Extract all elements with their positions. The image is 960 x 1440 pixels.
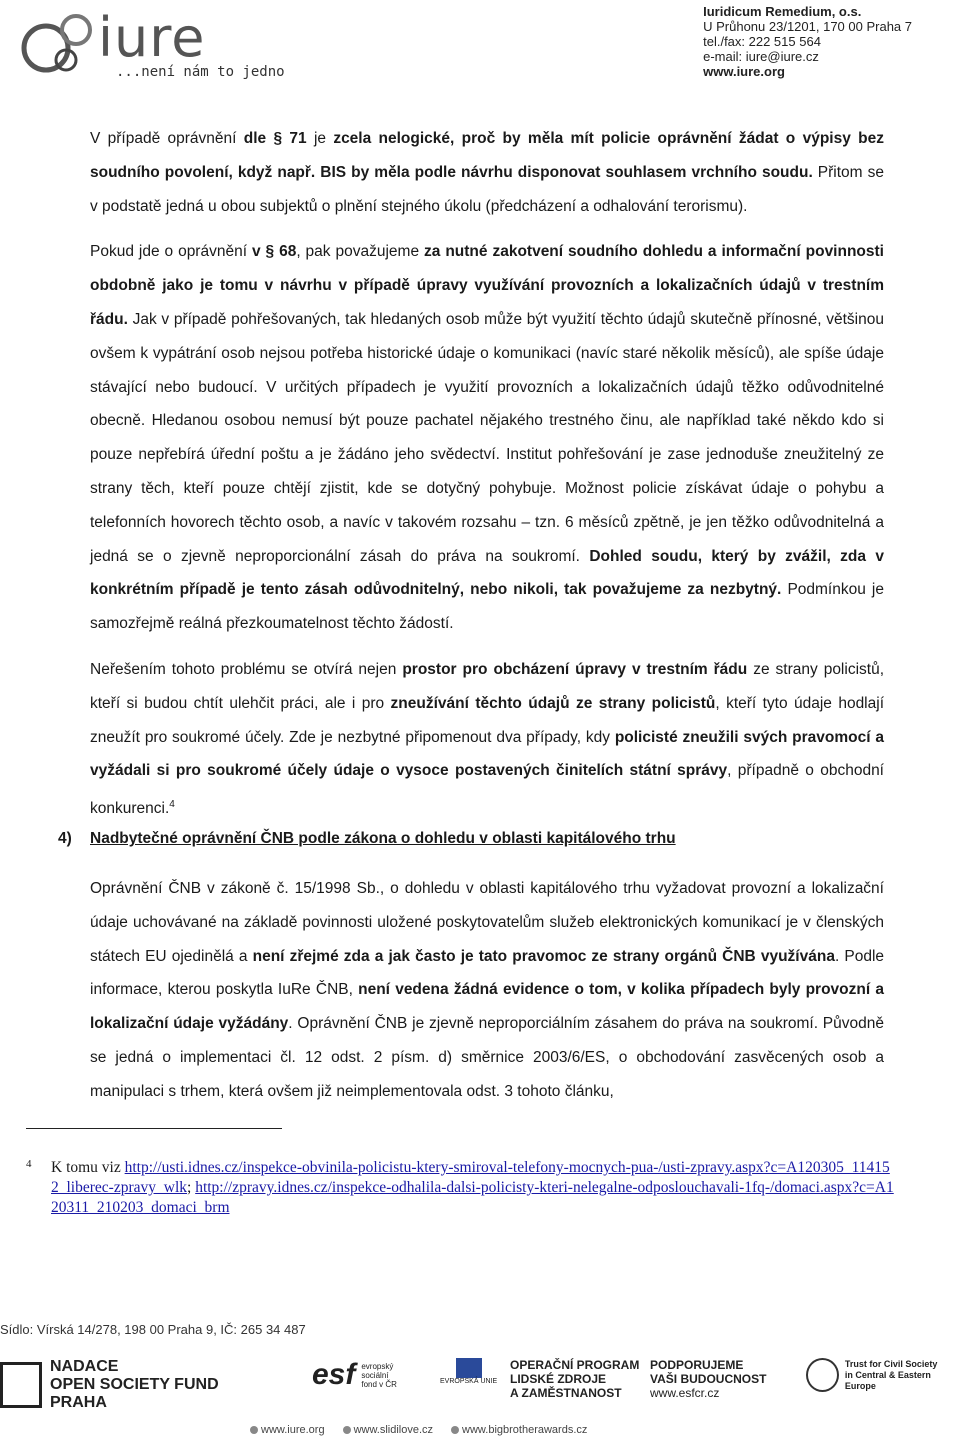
- footnote: [26, 1158, 896, 1218]
- paragraph: [90, 872, 884, 1109]
- footnote-prefix: K tomu viz: [51, 1159, 125, 1176]
- sponsor-logos: [0, 1352, 960, 1424]
- paragraph: [90, 235, 884, 641]
- text-run: Jak v případě pohřešovaných, tak hledaných osob může být využití těchto údajů skutečně přínosné, většinou ovšem k vypátrání osob nejsou potřeba historické údaje o komunikaci (navíc staré několik měsíců), ale spíše údaje stávající nebo budoucí. V určitých případech je využití provozních a lokalizačních údajů těžko odůvodnitelné obecně. Hledanou osobou nemusí být pouze pachatel nějakého trestného činu, ale například také někdo kdo si pouze nepřebírá úřední poštu a je žádáno jeho svědectví. Institut pohřešování je zase jednoduše zneužitelný ze strany těch, kteří pouze chtějí zjistit, kde se dotyčný pohybuje. Možnost policie získávat údaje o pohybu a telefonních hovorech těchto osob, a navíc v takovém rozsahu – tzn. 6 měsíců zpětně, je jen těžko odůvodnitelná a jedná se o zjevně neproporcionální zásah do práva na soukromí.: [90, 310, 884, 565]
- tcs-logo: [806, 1358, 960, 1392]
- section-title: Nadbytečné oprávnění ČNB podle zákona o dohledu v oblasti kapitálového trhu: [90, 830, 676, 847]
- url-bba[interactable]: www.bigbrotherawards.cz: [462, 1424, 588, 1436]
- text-run: Neřešením tohoto problému se otvírá nejen: [90, 660, 403, 678]
- text-run: je: [306, 130, 334, 147]
- op-line-1: OPERAČNÍ PROGRAM: [510, 1358, 640, 1372]
- footnote-ref: 4: [169, 799, 175, 811]
- bold-text: policisté zneužili svých pravomocí a vyžádali si pro soukromé účely údaje o vysoce postavených činitelích státní správy: [90, 728, 884, 780]
- text-run: V případě oprávnění: [90, 130, 244, 147]
- paragraph: [90, 122, 884, 223]
- footnote-divider: [26, 1128, 282, 1129]
- esf-sub-2: sociální: [361, 1370, 389, 1380]
- podp-line-2: VAŠI BUDOUCNOST: [650, 1372, 767, 1386]
- footnote-separator: ;: [187, 1179, 196, 1196]
- eu-label: EVROPSKÁ UNIE: [440, 1378, 498, 1385]
- podp-line-1: PODPORUJEME: [650, 1358, 744, 1372]
- text-run: , kteří tyto údaje hodlají zneužít pro soukromé účely. Zde je nezbytné připomenout dva případy, kdy: [90, 694, 884, 746]
- op-logo: [510, 1358, 639, 1400]
- logo-tagline: ...není nám to jedno: [116, 64, 285, 80]
- page-header: [0, 0, 960, 95]
- bold-text: není zřejmé zda a jak často je tato pravomoc ze strany orgánů ČNB využívána: [252, 947, 835, 965]
- body-text-section-4: [90, 872, 884, 1121]
- url-slidilove[interactable]: www.slidilove.cz: [353, 1424, 434, 1436]
- footnote-text: [51, 1158, 896, 1218]
- text-run: ze strany policistů, kteří si budou chtít ulehčit práci, ale i pro: [90, 660, 884, 712]
- globe-icon: [250, 1426, 258, 1434]
- osf-logo: [0, 1358, 219, 1412]
- text-run: , případně o obchodní konkurenci.: [90, 762, 884, 818]
- text-run: Přitom se v podstatě jedná u obou subjektů o plnění stejného úkolu (předcházení a odhalování terorismu).: [90, 163, 884, 215]
- org-website: www.iure.org: [703, 64, 785, 79]
- bold-text: dle § 71: [243, 130, 307, 147]
- bold-text: za nutné zakotvení soudního dohledu a informační povinnosti obdobně jako je tomu v návrhu v případě úpravy využívání provozních a lokalizačních údajů v trestním řádu.: [90, 243, 884, 328]
- section-number: 4): [58, 830, 72, 847]
- globe-icon: [451, 1426, 459, 1434]
- osf-line-1: NADACE: [50, 1358, 119, 1375]
- esf-sub-1: evropský: [361, 1361, 394, 1371]
- tcs-line-2: in Central & Eastern Europe: [844, 1369, 931, 1391]
- bold-text: zcela nelogické, proč by měla mít policie oprávnění žádat o výpisy bez soudního povolení, když např. BIS by měla podle návrhu disponovat souhlasem vrchního soudu.: [90, 130, 884, 181]
- contact-block: [703, 4, 912, 79]
- org-name: Iuridicum Remedium, o.s.: [703, 4, 862, 19]
- org-address: U Průhonu 23/1201, 170 00 Praha 7: [703, 19, 912, 34]
- logo-name: iure: [98, 6, 206, 69]
- body-text: [90, 122, 884, 838]
- esf-logo: [312, 1358, 431, 1392]
- bold-text: Dohled soudu, který by zvážil, zda v konkrétním případě je tento zásah odůvodnitelný, nebo nikoli, tak považujeme za nezbytný.: [90, 547, 884, 599]
- globe-icon: [343, 1426, 351, 1434]
- footer-urls: [250, 1424, 587, 1436]
- bold-text: není vedena žádná evidence o tom, v kolika případech byly provozní a lokalizační údaje vyžádány: [90, 981, 884, 1033]
- op-line-3: A ZAMĚSTNANOST: [510, 1386, 622, 1400]
- url-iure[interactable]: www.iure.org: [261, 1424, 325, 1436]
- tcs-line-1: Trust for Civil Society: [844, 1358, 938, 1369]
- osf-mark-icon: [0, 1362, 42, 1408]
- bold-text: zneužívání těchto údajů ze strany policistů: [390, 694, 716, 712]
- org-phone: tel./fax: 222 515 564: [703, 34, 821, 49]
- eu-flag-icon: [456, 1358, 482, 1378]
- text-run: . Oprávnění ČNB je zjevně neproporciálním zásahem do práva na soukromí. Původně se jedná o implementaci čl. 12 odst. 2 písm. d) směrnice 2003/6/ES, o obchodování zasvěcených osob a manipulaci s trhem, která ovšem již neimplementovala odst. 3 tohoto článku,: [90, 1015, 884, 1100]
- bold-text: v § 68: [251, 243, 297, 261]
- iure-logo-circles-icon: [18, 8, 98, 80]
- text-run: Oprávnění ČNB v zákoně č. 15/1998 Sb., o dohledu v oblasti kapitálového trhu vyžadovat provozní a lokalizační údaje uchovávané na základě povinnosti uložené poskytovatelům služeb elektronických komunikací je v členských státech EU ojedinělá a: [90, 880, 884, 965]
- tcs-mark-icon: [806, 1358, 839, 1392]
- paragraph: [90, 653, 884, 826]
- text-run: Pokud jde o oprávnění: [90, 243, 252, 261]
- text-run: . Podle informace, kterou poskytla IuRe ČNB,: [90, 947, 885, 999]
- text-run: , pak považujeme: [296, 243, 425, 261]
- org-email: e-mail: iure@iure.cz: [703, 49, 819, 64]
- footer-address: Sídlo: Vírská 14/278, 198 00 Praha 9, IČ: 265 34 487: [0, 1322, 306, 1337]
- eu-logo: [440, 1358, 497, 1385]
- iure-logo: [18, 4, 318, 84]
- bold-text: prostor pro obcházení úpravy v trestním řádu: [402, 660, 748, 678]
- text-run: Podmínkou je samozřejmě reálná přezkoumatelnost těchto žádostí.: [90, 581, 884, 633]
- op-line-2: LIDSKÉ ZDROJE: [510, 1372, 607, 1386]
- esf-sub-3: fond v ČR: [361, 1379, 397, 1389]
- podp-line-3: www.esfcr.cz: [650, 1386, 720, 1400]
- podporujeme-logo: [650, 1358, 766, 1400]
- footnote-mark: 4: [26, 1158, 32, 1170]
- section-heading: [58, 830, 676, 848]
- footnote-link-1[interactable]: http://usti.idnes.cz/inspekce-obvinila-policistu-ktery-smiroval-telefony-mocnych-pua-/usti-zpravy.aspx?c=A120305_114152_liberec-zpravy_wlk: [51, 1159, 890, 1196]
- osf-line-3: PRAHA: [50, 1394, 107, 1411]
- footnote-link-2[interactable]: http://zpravy.idnes.cz/inspekce-odhalila-dalsi-policisty-kteri-nelegalne-odposlouchavali-1fq-/domaci.aspx?c=A120311_210203_domaci_brm: [51, 1179, 894, 1216]
- osf-line-2: OPEN SOCIETY FUND: [50, 1376, 219, 1393]
- esf-mark: esf: [312, 1358, 356, 1391]
